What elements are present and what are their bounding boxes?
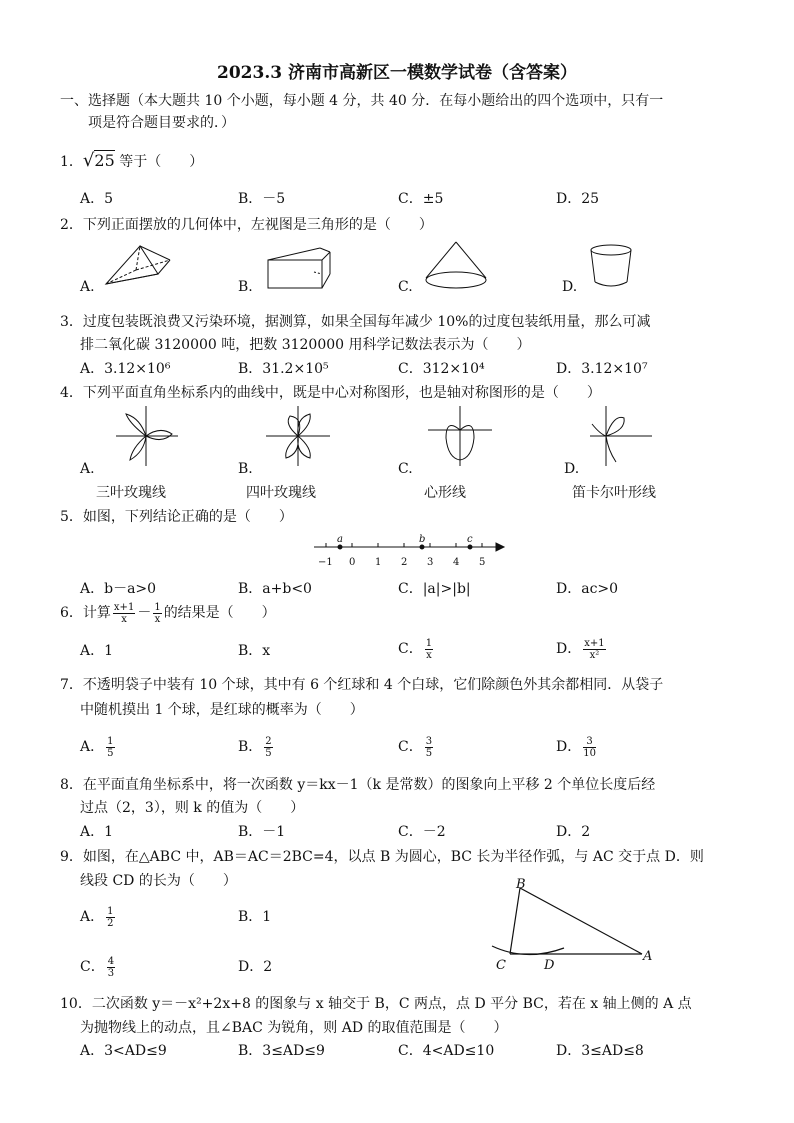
- q4-caption-d: 笛卡尔叶形线: [572, 485, 656, 501]
- tick-label: 0: [349, 557, 356, 568]
- q7-option-d[interactable]: [556, 734, 598, 760]
- numerator: 1: [425, 637, 433, 649]
- vertex-a-label: A: [643, 949, 653, 964]
- fraction: [425, 638, 433, 661]
- question-10: 10．二次函数 y＝－x²+2x+8 的图象与 x 轴交于 B，C 两点，点 D 平分 BC，若在 x 轴上侧的 A 点: [60, 996, 692, 1012]
- tick-label: 3: [427, 557, 434, 568]
- q2-label-b[interactable]: B.: [238, 279, 253, 295]
- q7-option-b[interactable]: [238, 734, 275, 760]
- q10-option-d[interactable]: D．3≤AD≤8: [556, 1043, 644, 1059]
- question-10-cont: 为抛物线上的动点，且∠BAC 为锐角，则 AD 的取值范围是（ ）: [80, 1020, 508, 1036]
- q9-option-d[interactable]: D．2: [238, 959, 273, 975]
- q3-option-d[interactable]: D．3.12×10⁷: [556, 361, 648, 377]
- q6-suffix: 的结果是（ ）: [163, 605, 276, 621]
- q6-option-b[interactable]: B．x: [238, 643, 271, 659]
- denominator: 5: [425, 747, 433, 759]
- option-label: A．: [80, 739, 105, 755]
- q4-caption-a: 三叶玫瑰线: [96, 485, 166, 501]
- page-title: 2023.3 济南市高新区一模数学试卷（含答案）: [217, 63, 577, 83]
- four-leaf-rose-figure: [262, 404, 334, 468]
- numerator: 3: [583, 736, 596, 748]
- question-8: 8．在平面直角坐标系中，将一次函数 y＝kx－1（k 是常数）的图象向上平移 2 个单位长度后经: [60, 777, 656, 793]
- numerator: x+1: [113, 601, 135, 613]
- q8-option-d[interactable]: D．2: [556, 824, 591, 840]
- q4-label-c[interactable]: C.: [398, 461, 413, 477]
- option-label: C．: [398, 641, 423, 657]
- tick-label: 4: [453, 557, 460, 568]
- wedge-prism-figure: [262, 244, 338, 294]
- q1-option-c[interactable]: C．±5: [398, 191, 444, 207]
- tick-label: 1: [375, 557, 382, 568]
- fraction: [425, 736, 433, 759]
- triangle-abc-figure: [486, 874, 656, 974]
- denominator: x: [154, 613, 161, 625]
- q6-option-a[interactable]: A．1: [80, 643, 114, 659]
- denominator: 5: [265, 747, 272, 759]
- question-3-cont: 排二氧化碳 3120000 吨，把数 3120000 用科学记数法表示为（ ）: [80, 337, 531, 353]
- denominator: 5: [107, 747, 114, 759]
- question-9: 9．如图，在△ABC 中，AB＝AC＝2BC=4，以点 B 为圆心，BC 长为半径作弧，与 AC 交于点 D．则: [60, 849, 704, 865]
- numerator: 4: [107, 955, 115, 967]
- q1-option-d[interactable]: D．25: [556, 191, 600, 207]
- question-9-cont: 线段 CD 的长为（ ）: [80, 873, 237, 889]
- q1-number: 1．: [60, 154, 83, 170]
- numerator: x+1: [584, 637, 605, 649]
- option-label: D．: [556, 739, 582, 755]
- q1-option-a[interactable]: A．5: [80, 191, 114, 207]
- point-c-label: c: [467, 534, 473, 545]
- point-b-label: b: [419, 534, 426, 545]
- fraction: [153, 602, 161, 625]
- fraction: [107, 956, 115, 979]
- question-6: [60, 600, 276, 626]
- q4-label-b[interactable]: B.: [238, 461, 253, 477]
- point-d-label: D: [544, 958, 555, 973]
- question-2: 2．下列正面摆放的几何体中，左视图是三角形的是（ ）: [60, 217, 433, 233]
- question-4: 4．下列平面直角坐标系内的曲线中，既是中心对称图形，也是轴对称图形的是（ ）: [60, 385, 601, 401]
- q9-option-b[interactable]: B．1: [238, 909, 272, 925]
- frustum-figure: [586, 240, 636, 294]
- tick-label: 5: [479, 557, 486, 568]
- q9-option-a[interactable]: [80, 904, 117, 930]
- fraction: [106, 736, 114, 759]
- q7-option-a[interactable]: [80, 734, 117, 760]
- question-5: 5．如图，下列结论正确的是（ ）: [60, 509, 293, 525]
- q1-radicand: 25: [94, 151, 115, 170]
- denominator: 2: [107, 917, 114, 929]
- question-7: 7．不透明袋子中装有 10 个球，其中有 6 个红球和 4 个白球，它们除颜色外其余都相同．从袋子: [60, 677, 664, 693]
- question-7-cont: 中随机摸出 1 个球，是红球的概率为（ ）: [80, 702, 364, 718]
- q5-option-d[interactable]: D．ac>0: [556, 581, 619, 597]
- tick-label: 2: [401, 557, 408, 568]
- q8-option-c[interactable]: C．－2: [398, 824, 446, 840]
- q2-label-c[interactable]: C.: [398, 279, 413, 295]
- q3-option-c[interactable]: C．312×10⁴: [398, 361, 485, 377]
- denominator: x²: [589, 649, 600, 661]
- q6-prefix: 6．计算: [60, 605, 111, 621]
- denominator: 3: [107, 967, 115, 979]
- cardioid-figure: [424, 404, 496, 468]
- numerator: 2: [265, 735, 272, 747]
- numerator: 3: [425, 735, 433, 747]
- numerator: 1: [107, 735, 114, 747]
- section-heading-cont: 项是符合题目要求的．）: [88, 115, 235, 131]
- point-a-label: a: [337, 534, 343, 545]
- q4-caption-c: 心形线: [424, 485, 466, 501]
- vertex-c-label: C: [496, 958, 506, 973]
- q8-option-b[interactable]: B．－1: [238, 824, 286, 840]
- fraction: [583, 736, 596, 759]
- fraction: [113, 602, 135, 625]
- option-label: C．: [80, 959, 105, 975]
- q1-text: 等于（ ）: [119, 154, 204, 170]
- q7-option-c[interactable]: [398, 734, 435, 760]
- tick-label: −1: [318, 557, 333, 568]
- question-1: [60, 152, 203, 171]
- q5-option-b[interactable]: B．a+b<0: [238, 581, 312, 597]
- numerator: 1: [154, 601, 161, 613]
- question-8-cont: 过点（2，3），则 k 的值为（ ）: [80, 800, 305, 816]
- number-line-figure: [310, 533, 508, 569]
- option-label: C．: [398, 739, 423, 755]
- q10-option-a[interactable]: A．3<AD≤9: [80, 1043, 167, 1059]
- q4-label-d[interactable]: D.: [564, 461, 580, 477]
- denominator: x: [426, 649, 432, 661]
- sqrt-symbol: √: [82, 150, 95, 171]
- q3-option-a[interactable]: A．3.12×10⁶: [80, 361, 171, 377]
- option-label: A．: [80, 909, 105, 925]
- q3-option-b[interactable]: B．31.2×10⁵: [238, 361, 329, 377]
- q1-option-b[interactable]: B．－5: [238, 191, 286, 207]
- cone-figure: [420, 238, 494, 294]
- section-heading: 一、选择题（本大题共 10 个小题，每小题 4 分，共 40 分．在每小题给出的四个选项中，只有一: [60, 93, 664, 109]
- question-3: 3．过度包装既浪费又污染环境，据测算，如果全国每年减少 10%的过度包装纸用量，那么可减: [60, 314, 651, 330]
- q6-option-c[interactable]: [398, 636, 435, 662]
- fraction: [583, 638, 605, 661]
- q6-option-d[interactable]: [556, 636, 608, 662]
- fraction: [106, 906, 114, 929]
- option-label: B．: [238, 739, 263, 755]
- q10-option-b[interactable]: B．3≤AD≤9: [238, 1043, 325, 1059]
- vertex-b-label: B: [516, 877, 526, 892]
- numerator: 1: [107, 905, 114, 917]
- denominator: x: [121, 613, 127, 625]
- q2-label-d[interactable]: D.: [562, 279, 578, 295]
- triangular-prism-figure: [100, 240, 180, 296]
- q2-label-a[interactable]: A.: [80, 279, 95, 295]
- minus-sign: －: [137, 605, 152, 621]
- q8-option-a[interactable]: A．1: [80, 824, 114, 840]
- q5-option-a[interactable]: A．b－a>0: [80, 581, 157, 597]
- option-label: D．: [556, 641, 582, 657]
- denominator: 10: [583, 747, 596, 759]
- q9-option-c[interactable]: [80, 954, 117, 980]
- fraction: [264, 736, 272, 759]
- q4-caption-b: 四叶玫瑰线: [246, 485, 316, 501]
- q4-label-a[interactable]: A.: [80, 461, 95, 477]
- three-leaf-rose-figure: [112, 404, 182, 468]
- q5-option-c[interactable]: C．|a|>|b|: [398, 581, 471, 597]
- folium-of-descartes-figure: [586, 404, 656, 468]
- q10-option-c[interactable]: C．4<AD≤10: [398, 1043, 495, 1059]
